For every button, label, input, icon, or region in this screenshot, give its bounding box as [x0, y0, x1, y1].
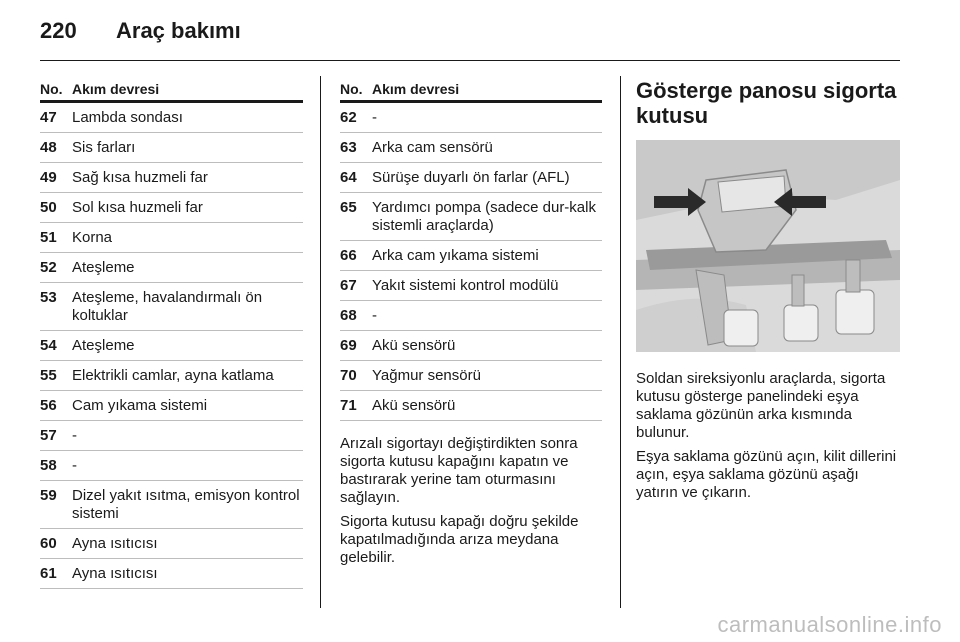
- fuse-row: [340, 163, 602, 193]
- section-body: [636, 370, 902, 502]
- fuse-row: [40, 283, 303, 331]
- fuse-row: [40, 421, 303, 451]
- fuse-row: [40, 361, 303, 391]
- fuse-table-left: [40, 78, 303, 589]
- fuse-number: 70: [340, 367, 357, 384]
- fuse-row: [40, 391, 303, 421]
- dashboard-fuse-box-illustration: [636, 140, 900, 352]
- section-paragraph: Eşya saklama gözünü açın, kilit dillerini açın, eşya saklama gözünü aşağı yatırın ve çıkarın.: [636, 448, 897, 501]
- fuse-row: [340, 241, 602, 271]
- fuse-circuit: Yakıt sistemi kontrol modülü: [372, 277, 559, 294]
- fuse-circuit: Dizel yakıt ısıtma, emisyon kontrol sistemi: [72, 487, 300, 522]
- fuse-table-right-rows: [340, 103, 602, 421]
- fuse-circuit: Ateşleme, havalandırmalı ön koltuklar: [72, 289, 263, 324]
- fuse-number: 52: [40, 259, 57, 276]
- fuse-row: [40, 163, 303, 193]
- fuse-number: 51: [40, 229, 57, 246]
- fuse-circuit: Sol kısa huzmeli far: [72, 199, 203, 216]
- column-divider-1: [320, 76, 321, 608]
- fuse-circuit: -: [72, 427, 77, 444]
- fuse-circuit: Arka cam sensörü: [372, 139, 493, 156]
- fuse-number: 63: [340, 139, 357, 156]
- fuse-circuit: Sağ kısa huzmeli far: [72, 169, 208, 186]
- fuse-row: [340, 193, 602, 241]
- page-title: Araç bakımı: [116, 18, 241, 43]
- col-circuit-label: Akım devresi: [372, 81, 460, 97]
- note-paragraph: Sigorta kutusu kapağı doğru şekilde kapatılmadığında arıza meydana gelebilir.: [340, 513, 579, 566]
- fuse-row: [40, 529, 303, 559]
- fuse-number: 64: [340, 169, 357, 186]
- fuse-table-left-rows: [40, 103, 303, 589]
- fuse-row: [40, 133, 303, 163]
- fuse-table-right-header: [340, 78, 602, 103]
- fuse-number: 47: [40, 109, 57, 126]
- fuse-row: [40, 193, 303, 223]
- fuse-row: [340, 361, 602, 391]
- column-divider-2: [620, 76, 621, 608]
- fuse-circuit: Lambda sondası: [72, 109, 183, 126]
- fuse-row: [40, 559, 303, 589]
- fuse-number: 67: [340, 277, 357, 294]
- fuse-circuit: Ayna ısıtıcısı: [72, 565, 158, 582]
- fuse-circuit: Yardımcı pompa (sadece dur-kalk sistemli araçlarda): [372, 199, 596, 234]
- page-header: [40, 18, 241, 48]
- col-no-label: No.: [40, 81, 63, 97]
- fuse-circuit: Elektrikli camlar, ayna katlama: [72, 367, 274, 384]
- page-number: 220: [40, 18, 77, 43]
- fuse-circuit: Korna: [72, 229, 113, 246]
- note-paragraph: Arızalı sigortayı değiştirdikten sonra sigorta kutusu kapağını kapatın ve bastırarak yerine tam oturmasını sağlayın.: [340, 435, 578, 506]
- fuse-number: 59: [40, 487, 57, 504]
- fuse-row: [40, 253, 303, 283]
- fuse-row: [340, 271, 602, 301]
- fuse-number: 48: [40, 139, 57, 156]
- fuse-number: 69: [340, 337, 357, 354]
- fuse-table-left-header: [40, 78, 303, 103]
- fuse-row: [40, 481, 303, 529]
- fuse-number: 60: [40, 535, 57, 552]
- fuse-row: [340, 103, 602, 133]
- fuse-number: 66: [340, 247, 357, 264]
- fuse-row: [340, 391, 602, 421]
- fuse-row: [40, 331, 303, 361]
- fuse-circuit: Yağmur sensörü: [372, 367, 481, 384]
- fuse-circuit: Sürüşe duyarlı ön farlar (AFL): [372, 169, 570, 186]
- fuse-number: 68: [340, 307, 357, 324]
- fuse-number: 55: [40, 367, 57, 384]
- fuse-circuit: Arka cam yıkama sistemi: [372, 247, 539, 264]
- fuse-number: 61: [40, 565, 57, 582]
- fuse-row: [40, 223, 303, 253]
- fuse-number: 65: [340, 199, 357, 216]
- fuse-circuit: -: [372, 307, 377, 324]
- fuse-number: 71: [340, 397, 357, 414]
- header-rule: [40, 60, 900, 61]
- fuse-number: 53: [40, 289, 57, 306]
- right-section: [636, 78, 902, 508]
- fuse-number: 50: [40, 199, 57, 216]
- section-paragraph: Soldan sireksiyonlu araçlarda, sigorta kutusu gösterge panelindeki eşya saklama gözünün arka kısmında bulunur.: [636, 370, 886, 441]
- middle-notes: [340, 435, 602, 567]
- watermark: carmanualsonline.info: [717, 612, 942, 637]
- fuse-circuit: Akü sensörü: [372, 337, 456, 354]
- fuse-table-right: [340, 78, 602, 573]
- fuse-circuit: Ateşleme: [72, 259, 135, 276]
- fuse-circuit: -: [72, 457, 77, 474]
- section-title: Gösterge panosu sigorta kutusu: [636, 78, 897, 128]
- fuse-row: [340, 301, 602, 331]
- fuse-row: [40, 451, 303, 481]
- fuse-number: 62: [340, 109, 357, 126]
- col-no-label: No.: [340, 81, 363, 97]
- fuse-number: 58: [40, 457, 57, 474]
- fuse-number: 57: [40, 427, 57, 444]
- col-circuit-label: Akım devresi: [72, 81, 160, 97]
- fuse-row: [340, 133, 602, 163]
- fuse-number: 56: [40, 397, 57, 414]
- fuse-number: 54: [40, 337, 57, 354]
- fuse-circuit: Ayna ısıtıcısı: [72, 535, 158, 552]
- fuse-circuit: Cam yıkama sistemi: [72, 397, 208, 414]
- fuse-circuit: Ateşleme: [72, 337, 135, 354]
- fuse-circuit: Akü sensörü: [372, 397, 456, 414]
- fuse-row: [340, 331, 602, 361]
- fuse-circuit: -: [372, 109, 377, 126]
- fuse-row: [40, 103, 303, 133]
- fuse-circuit: Sis farları: [72, 139, 136, 156]
- fuse-number: 49: [40, 169, 57, 186]
